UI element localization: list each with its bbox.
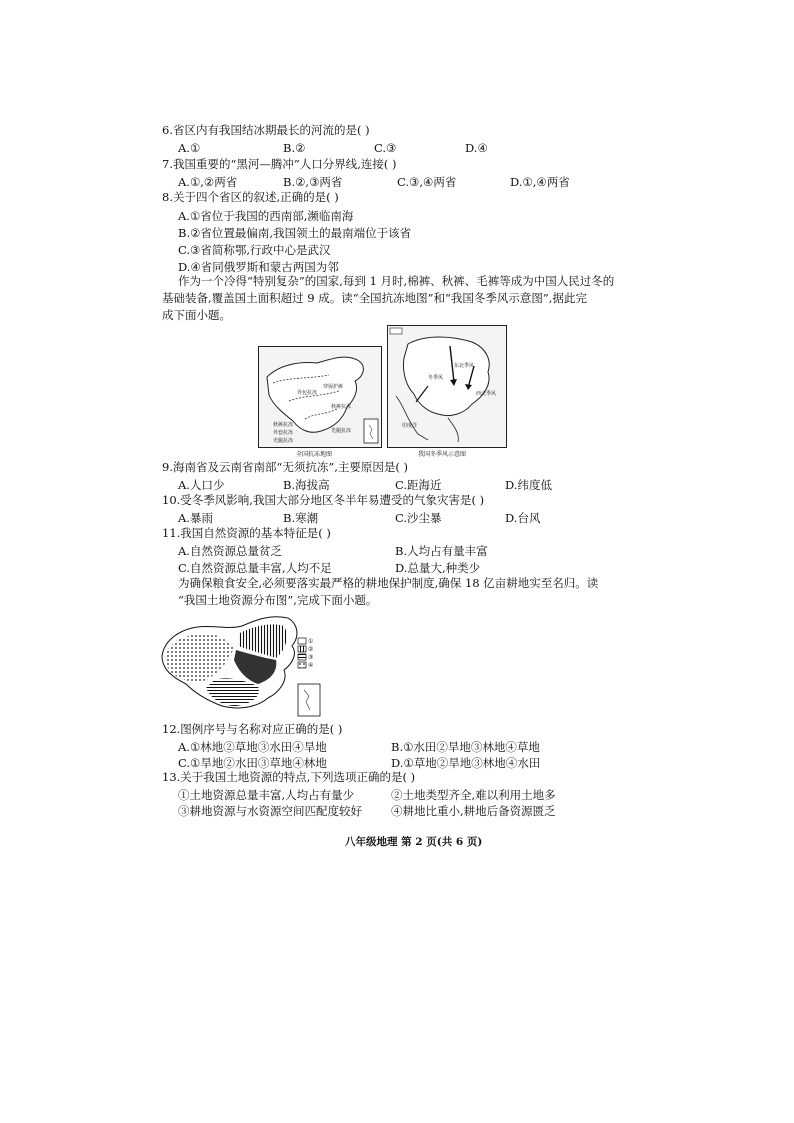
anti-freeze-label-2: 穿保护裤 [323,384,344,390]
monsoon-label-1: 东北季风 [454,363,475,369]
q7-option-a[interactable]: A.①,②两省 [178,175,238,189]
q12-option-d[interactable]: D.①草地②旱地③林地④水田 [391,756,541,770]
q10-option-d[interactable]: D.台风 [505,511,541,525]
q13-statement-3: ③耕地资源与水资源空间匹配度较好 [178,804,362,818]
anti-freeze-label-4: 光腿抗冻 [331,428,352,434]
intro-2-line-1: 为确保粮食安全,必须要落实最严格的耕地保护制度,确保 18 亿亩耕地实至名归。读 [178,576,599,590]
question-8-stem: 8.关于四个省区的叙述,正确的是( ) [162,190,339,204]
q12-option-a[interactable]: A.①林地②草地③水田④旱地 [178,740,327,754]
q7-option-c[interactable]: C.③,④两省 [397,175,457,189]
anti-freeze-label-1: 外包抗冻 [297,390,318,396]
question-13-stem: 13.关于我国土地资源的特点,下列选项正确的是( ) [162,770,416,784]
winter-monsoon-map-caption: 我国冬季风示意图 [418,451,467,458]
question-10-stem: 10.受冬季风影响,我国大部分地区冬半年易遭受的气象灾害是( ) [162,493,485,507]
anti-freeze-map-caption: 全国抗冻地图 [296,451,333,458]
land-resource-map [158,614,328,718]
q9-option-c[interactable]: C.距海近 [395,478,442,492]
land-resource-map-drawing [158,614,328,718]
anti-freeze-map [258,346,382,448]
q8-option-c[interactable]: C.③省简称鄂,行政中心是武汉 [178,243,331,257]
q7-option-d[interactable]: D.①,④两省 [510,175,570,189]
land-legend-2: ② [308,646,314,653]
question-9-stem: 9.海南省及云南省南部“无须抗冻”,主要原因是( ) [162,460,409,474]
q10-option-b[interactable]: B.寒潮 [283,511,319,525]
intro-1-line-1: 作为一个冷得“特别复杂”的国家,每到 1 月时,棉裤、秋裤、毛裤等成为中国人民过冬的 [178,274,615,288]
q8-option-b[interactable]: B.②省位置最偏南,我国领土的最南端位于该省 [178,226,412,240]
q9-option-d[interactable]: D.纬度低 [505,478,552,492]
question-12-stem: 12.图例序号与名称对应正确的是( ) [162,722,343,736]
q9-option-b[interactable]: B.海拔高 [283,478,330,492]
winter-monsoon-map [387,325,507,448]
q6-option-c[interactable]: C.③ [374,141,397,155]
q13-statement-2: ②土地类型齐全,难以利用土地多 [391,788,556,802]
q6-option-d[interactable]: D.④ [465,141,488,155]
q9-option-a[interactable]: A.人口少 [178,478,225,492]
anti-freeze-label-3: 秋裤抗冻 [331,404,352,410]
q8-option-d[interactable]: D.④省同俄罗斯和蒙古两国为邻 [178,260,339,274]
intro-1-line-3: 成下面小题。 [162,308,231,322]
monsoon-label-2: 西北季风 [476,391,497,397]
q6-option-b[interactable]: B.② [283,141,306,155]
q7-option-b[interactable]: B.②,③两省 [283,175,343,189]
q10-option-a[interactable]: A.暴雨 [178,511,213,525]
question-6-stem: 6.省区内有我国结冰期最长的河流的是( ) [162,123,370,137]
q11-option-d[interactable]: D.总量大,种类少 [395,561,481,575]
q11-option-a[interactable]: A.自然资源总量贫乏 [178,544,282,558]
anti-freeze-legend-1: 秋裤抗冻 [273,422,294,428]
monsoon-label-4: 印度洋 [402,423,418,429]
anti-freeze-legend-3: 光腿抗冻 [273,438,294,444]
land-legend-1: ① [308,638,314,645]
page-footer: 八年级地理 第 2 页(共 6 页) [345,836,483,848]
question-7-stem: 7.我国重要的“黑河—腾冲”人口分界线,连接( ) [162,157,397,171]
land-legend-3: ③ [308,654,314,661]
q13-statement-1: ①土地资源总量丰富,人均占有量少 [178,788,355,802]
anti-freeze-legend-2: 外套抗冻 [273,430,294,436]
q11-option-c[interactable]: C.自然资源总量丰富,人均不足 [178,561,332,575]
q12-option-c[interactable]: C.①旱地②水田③草地④林地 [178,756,327,770]
question-11-stem: 11.我国自然资源的基本特征是( ) [162,526,331,540]
q10-option-c[interactable]: C.沙尘暴 [395,511,442,525]
monsoon-label-3: 冬季风 [428,375,444,381]
q8-option-a[interactable]: A.①省位于我国的西南部,濒临南海 [178,209,354,223]
q12-option-b[interactable]: B.①水田②旱地③林地④草地 [391,740,540,754]
q6-option-a[interactable]: A.① [178,141,201,155]
intro-2-line-2: “我国土地资源分布图”,完成下面小题。 [178,593,378,607]
intro-1-line-2: 基础装备,覆盖国土面积超过 9 成。读“全国抗冻地图”和“我国冬季风示意图”,据此完 [162,291,587,305]
q13-statement-4: ④耕地比重小,耕地后备资源匮乏 [391,804,556,818]
q11-option-b[interactable]: B.人均占有量丰富 [395,544,488,558]
land-legend-4: ④ [308,662,314,669]
